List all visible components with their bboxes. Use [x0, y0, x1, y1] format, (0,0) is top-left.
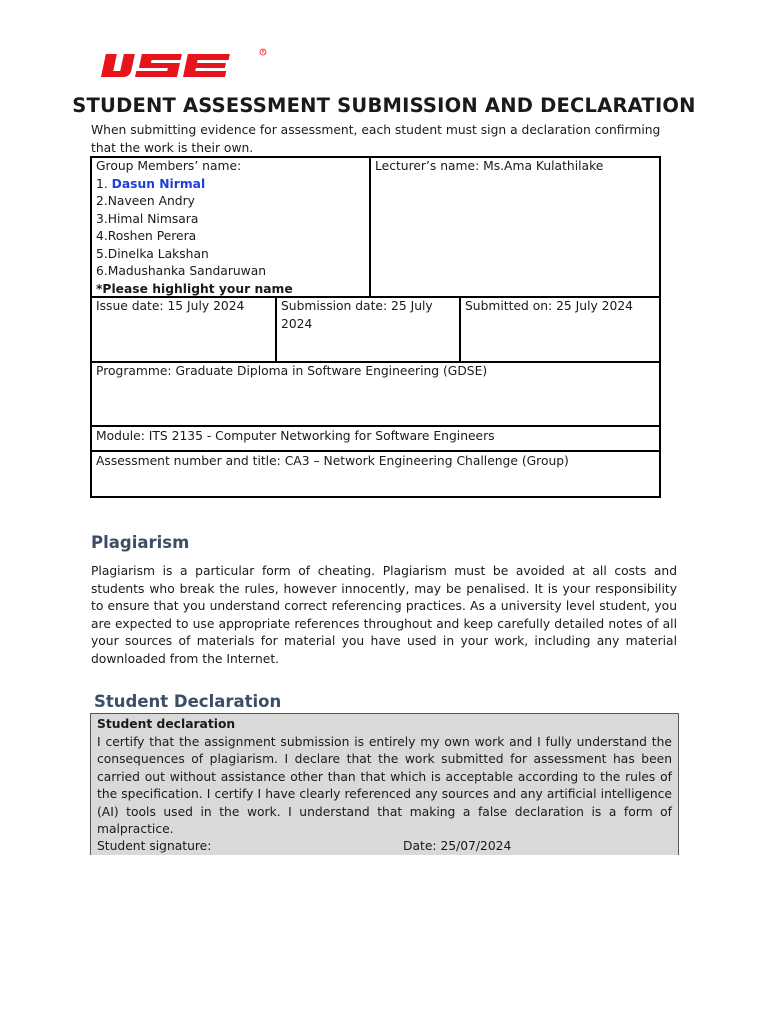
signature-row: [97, 838, 667, 856]
group-member: [96, 211, 364, 229]
group-members-cell: [90, 157, 370, 297]
highlight-note: *Please highlight your name: [96, 281, 293, 296]
member-name: Dinelka Lakshan: [107, 246, 209, 261]
group-member: [96, 246, 364, 264]
member-name: Naveen Andry: [107, 194, 195, 208]
group-member: [96, 176, 364, 194]
svg-text:R: R: [261, 50, 265, 56]
module: Module: ITS 2135 - Computer Networking for Software Engineers: [96, 429, 495, 443]
member-number: 4.: [96, 229, 108, 243]
member-name: Dasun Nirmal: [111, 176, 206, 191]
assessment-form-table: [90, 156, 661, 498]
intro-text: When submitting evidence for assessment, each student must sign a declaration confirming that the work is their own.: [91, 123, 661, 155]
programme-cell: [90, 362, 659, 425]
member-number: 5.: [96, 246, 108, 261]
group-members-label: Group Members’ name:: [96, 159, 242, 173]
group-member: [96, 193, 364, 211]
submission-date: Submission date: 25 July 2024: [281, 299, 433, 331]
programme: Programme: Graduate Diploma in Software Engineering (GDSE): [96, 364, 488, 378]
submitted-on-cell: [459, 297, 659, 361]
lecturer-name: Lecturer’s name: Ms.Ama Kulathilake: [375, 159, 604, 173]
module-cell: [90, 427, 659, 450]
issue-date-cell: [90, 297, 276, 361]
submission-date-cell: [275, 297, 455, 361]
group-member: [96, 228, 364, 246]
member-name: Roshen Perera: [107, 229, 197, 243]
student-declaration-heading: Student Declaration: [94, 692, 282, 711]
signature-label: Student signature:: [97, 839, 212, 853]
member-number: 1.: [96, 176, 112, 191]
group-member: [96, 263, 364, 281]
member-number: 3.: [96, 211, 108, 226]
member-name: Madushanka Sandaruwan: [107, 264, 267, 278]
member-name: Himal Nimsara: [107, 211, 199, 226]
declaration-box-title: Student declaration: [97, 717, 236, 731]
document-title: STUDENT ASSESSMENT SUBMISSION AND DECLARATION: [72, 94, 696, 117]
declaration-box: [90, 713, 679, 855]
member-number: 6.: [96, 264, 108, 278]
declaration-date: Date: 25/07/2024: [403, 839, 512, 853]
ijse-logo: [100, 44, 270, 82]
assessment-cell: [90, 452, 659, 496]
lecturer-cell: [369, 157, 659, 297]
member-number: 2.: [96, 194, 108, 208]
members-list: [96, 176, 364, 281]
submitted-on: Submitted on: 25 July 2024: [465, 299, 633, 313]
declaration-body: I certify that the assignment submission is entirely my own work and I fully understand the consequences of plagiarism. I declare that the work submitted for assessment has been carried out without assistance other than that which is acceptable according to the rules of the specification. I certify I have clearly referenced any sources and any artificial intelligence (AI) tools used in the work. I understand that making a false declaration is a form of malpractice.: [97, 734, 672, 836]
assessment-title: Assessment number and title: CA3 – Network Engineering Challenge (Group): [96, 454, 569, 468]
issue-date: Issue date: 15 July 2024: [96, 299, 245, 313]
plagiarism-heading: Plagiarism: [91, 533, 190, 552]
plagiarism-body: Plagiarism is a particular form of cheating. Plagiarism must be avoided at all costs and students who break the rules, however innocently, may be penalised. It is your responsibility to ensure that you understand correct referencing practices. As a university level student, you are expected to use appropriate references throughout and keep carefully detailed notes of all your sources of materials for material you have used in your work, including any material downloaded from the Internet.: [91, 564, 677, 666]
